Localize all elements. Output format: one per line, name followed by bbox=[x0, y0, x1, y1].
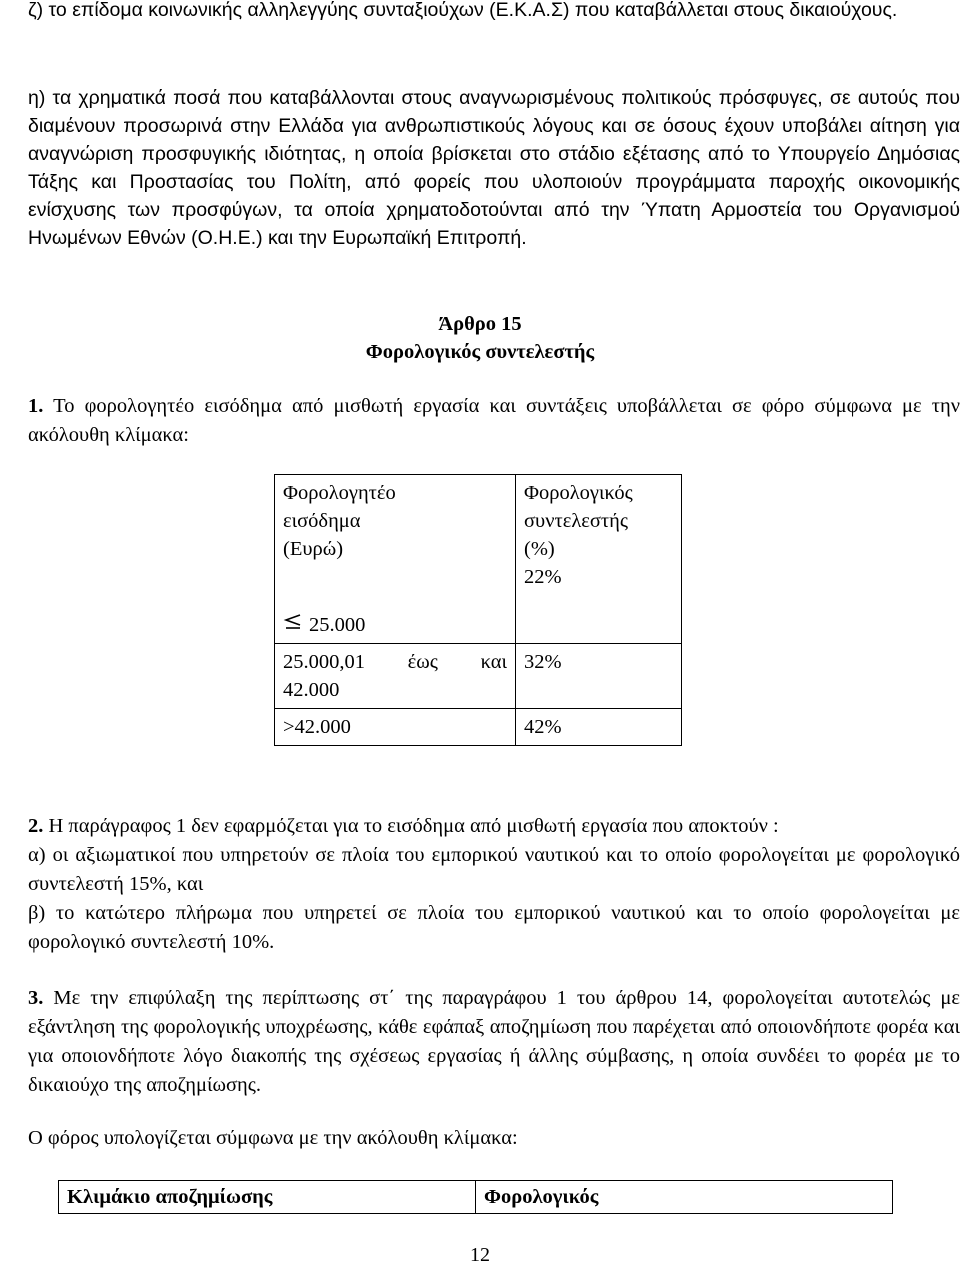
header-line: (Ευρώ) bbox=[283, 538, 344, 560]
paragraph-3-text: Με την επιφύλαξη της περίπτωσης στ΄ της παραγράφου 1 του άρθρου 14, φορολογείται αυτοτελώς με εξάντληση της φορολογικής υποχρέωσης, κάθε εφάπαξ αποζημίωση που παρέχεται από οποιονδήποτε φορέα και για οποιονδήποτε λόγο διακοπής της σχέσεως εργασίας ή άλλης σύμβασης, η οποία συνδέει το φορέα με το δικαιούχο της αποζημίωσης. bbox=[28, 987, 960, 1096]
table-row bbox=[275, 475, 682, 644]
less-equal-icon bbox=[283, 611, 305, 639]
table-cell-bracket: 25.000,01 έως και 42.000 bbox=[275, 644, 516, 709]
paragraph-zeta: ζ) το επίδομα κοινωνικής αλληλεγγύης συνταξιούχων (Ε.Κ.Α.Σ) που καταβάλλεται στους δικαιούχους. bbox=[28, 0, 898, 21]
paragraph-2-number: 2. bbox=[28, 815, 44, 837]
article-number: Άρθρο 15 bbox=[438, 313, 522, 335]
paragraph-1-text: Το φορολογητέο εισόδημα από μισθωτή εργασία και συντάξεις υποβάλλεται σε φόρο σύμφωνα με την ακόλουθη κλίμακα: bbox=[28, 395, 960, 446]
paragraph-3-number: 3. bbox=[28, 987, 44, 1009]
header-line: (%) bbox=[524, 538, 555, 560]
header-line: εισόδημα bbox=[283, 510, 361, 532]
paragraph-4: Ο φόρος υπολογίζεται σύμφωνα με την ακόλουθη κλίμακα: bbox=[28, 1127, 518, 1149]
header-line: Φορολογικός bbox=[524, 482, 633, 504]
severance-scale-table bbox=[58, 1180, 893, 1214]
paragraph-3 bbox=[28, 984, 960, 1100]
table-row bbox=[275, 709, 682, 746]
tax-scale-table bbox=[274, 474, 682, 746]
table-header-tax-rate: Φορολογικός bbox=[476, 1181, 893, 1214]
table-row bbox=[59, 1181, 893, 1214]
bracket-first: 25.000 bbox=[283, 611, 507, 639]
header-line: συντελεστής bbox=[524, 510, 628, 532]
table-cell-rate-header bbox=[516, 475, 682, 644]
paragraph-eta: η) τα χρηματικά ποσά που καταβάλλονται στους αναγνωρισμένους πολιτικούς πρόσφυγες, σε αυτούς που διαμένουν προσωρινά στην Ελλάδα για ανθρωπιστικούς λόγους και σε όσους έχουν υποβάλει αίτηση για αναγνώριση προσφυγικής ιδιότητας, η οποία βρίσκεται στο στάδιο εξέτασης από το Υπουργείο Δημόσιας Τάξης και Προστασίας του Πολίτη, από φορείς που υλοποιούν προγράμματα παροχής οικονομικής ενίσχυσης των προσφύγων, τα οποία χρηματοδοτούνται από την Ύπατη Αρμοστεία του Οργανισμού Ηνωμένων Εθνών (Ο.Η.Ε.) και την Ευρωπαϊκή Επιτροπή. bbox=[28, 87, 960, 249]
rate-first: 22% bbox=[524, 566, 562, 588]
header-line: Φορολογητέο bbox=[283, 482, 396, 504]
table-cell-rate: 42% bbox=[516, 709, 682, 746]
table-cell-rate: 32% bbox=[516, 644, 682, 709]
page-number: 12 bbox=[470, 1244, 490, 1266]
article-title: Φορολογικός συντελεστής bbox=[365, 341, 595, 363]
table-row bbox=[275, 644, 682, 709]
paragraph-2-item-b: β) το κατώτερο πλήρωμα που υπηρετεί σε πλοία του εμπορικού ναυτικού και το οποίο φορολογείται με φορολογικό συντελεστή 10%. bbox=[28, 902, 960, 953]
table-cell-bracket: >42.000 bbox=[275, 709, 516, 746]
paragraph-1 bbox=[28, 392, 960, 450]
paragraph-2-item-a: α) οι αξιωματικοί που υπηρετούν σε πλοία του εμπορικού ναυτικού και το οποίο φορολογείται με φορολογικό συντελεστή 15%, και bbox=[28, 844, 960, 895]
paragraph-2-text: Η παράγραφος 1 δεν εφαρμόζεται για το εισόδημα από μισθωτή εργασία που αποκτούν : bbox=[43, 815, 779, 837]
paragraph-1-number: 1. bbox=[28, 395, 44, 417]
paragraph-2 bbox=[28, 812, 960, 957]
table-cell-income-header bbox=[275, 475, 516, 644]
table-header-severance-bracket: Κλιμάκιο αποζημίωσης bbox=[59, 1181, 476, 1214]
